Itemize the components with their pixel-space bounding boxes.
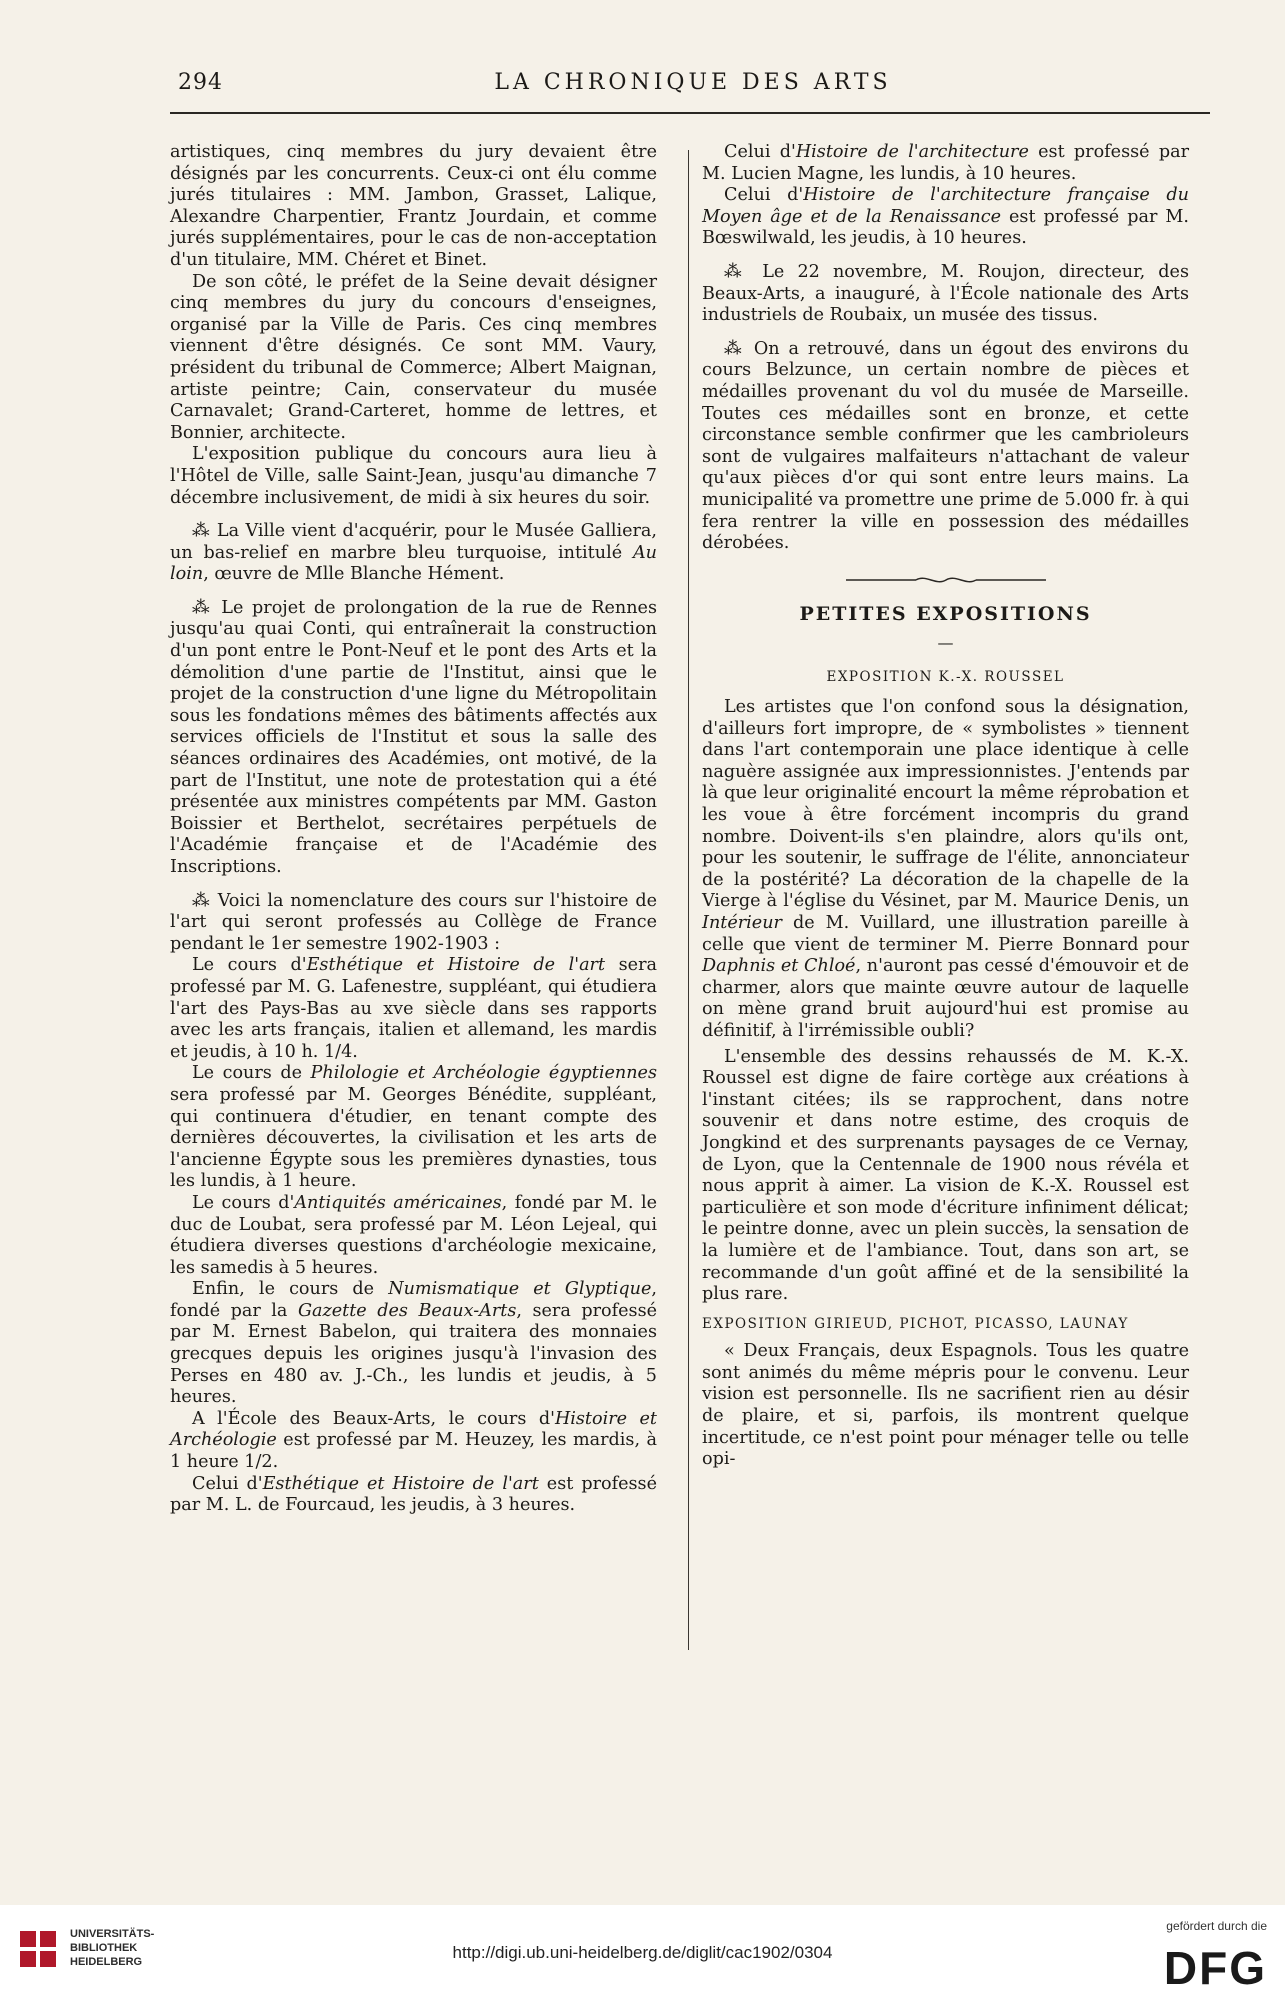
paragraph: ⁂ Voici la nomenclature des cours sur l'histoire de l'art qui seront professés au Collège de France pendant le 1er semestre 1902-1903 : [170,890,657,954]
flourish-icon [846,574,1046,586]
paragraph: ⁂ On a retrouvé, dans un égout des environs du cours Belzunce, un certain nombre de pièces et médailles provenant du vol du musée de Marseille. Toutes ces médailles sont en bronze, et cette circonstance semble confirmer que les cambrioleurs sont de vulgaires malfaiteurs n'attachant de valeur qu'aux pièces d'or qui sont entre leurs mains. La municipalité va promettre une prime de 5.000 fr. à qui fera rentrer la ville en possession des médailles dérobées. [702,338,1189,554]
column-divider [688,150,689,1650]
header-rule [170,112,1210,114]
permalink-url[interactable]: http://digi.ub.uni-heidelberg.de/diglit/cac1902/0304 [452,1943,833,1962]
paragraph: L'exposition publique du concours aura lieu à l'Hôtel de Ville, salle Saint-Jean, jusqu'au dimanche 7 décembre inclusivement, de midi à six heures du soir. [170,444,657,508]
left-column [170,142,657,1517]
ornament-divider [702,571,1189,593]
page-header [178,70,1208,100]
paragraph: Celui d'Histoire de l'architecture française du Moyen âge et de la Renaissance est professé par M. Bœswilwald, les jeudis, à 10 heures. [702,185,1190,249]
page-number: 294 [178,70,223,95]
paragraph: ⁂ Le 22 novembre, M. Roujon, directeur, des Beaux-Arts, a inauguré, à l'École nationale des Arts industriels de Roubaix, un musée des tissus. [702,261,1189,326]
paragraph: Celui d'Esthétique et Histoire de l'art est professé par M. L. de Fourcaud, les jeudis, à 3 heures. [170,1473,657,1516]
paragraph: ⁂ La Ville vient d'acquérir, pour le Musée Galliera, un bas-relief en marbre bleu turquoise, intitulé Au loin, œuvre de Mlle Blanche Hément. [170,521,657,585]
footer-bar [0,1905,1285,2000]
paragraph: Le cours d'Esthétique et Histoire de l'art sera professé par M. G. Lafenestre, suppléant, qui étudiera l'art des Pays-Bas au xve siècle dans ses rapports avec les arts français, italien et allemand, les mardis et jeudis, à 10 h. 1/4. [170,955,657,1062]
dfg-logo: DFG [1163,1942,1267,1994]
right-column [702,142,1189,1471]
paragraph: Les artistes que l'on confond sous la désignation, d'ailleurs fort impropre, de « symbolistes » tiennent dans l'art contemporain une place identique à celle naguère assignée aux impressionnistes. J'entends par là que leur originalité encourt la même réprobation et les voue à être forcément incompris du grand nombre. Doivent-ils s'en plaindre, alors qu'ils ont, pour les soutenir, le suffrage de l'élite, annonciateur de la postérité? La décoration de la chapelle de la Vierge à l'église du Vésinet, par M. Maurice Denis, un Intérieur de M. Vuillard, une illustration pareille à celle que vient de terminer M. Pierre Bonnard pour Daphnis et Chloé, n'auront pas cessé d'émouvoir et de charmer, alors que mainte œuvre autour de laquelle on mène grand bruit aujourd'hui est promise au définitif, à l'irrémissible oubli? [702,697,1189,1041]
paragraph: A l'École des Beaux-Arts, le cours d'Histoire et Archéologie est professé par M. Heuzey, les mardis, à 1 heure 1/2. [170,1408,658,1473]
library-name: UNIVERSITÄTS- BIBLIOTHEK HEIDELBERG [70,1928,155,1968]
paragraph: Le cours d'Antiquités américaines, fondé par M. le duc de Loubat, sera professé par M. Léon Lejeal, qui étudiera diverses questions d'archéologie mexicaine, les samedis à 5 heures. [170,1192,657,1278]
paragraph: Celui d'Histoire de l'architecture est professé par M. Lucien Magne, les lundis, à 10 heures. [702,142,1189,184]
paragraph: « Deux Français, deux Espagnols. Tous les quatre sont animés du même mépris pour le convenu. Leur vision est personnelle. Ils ne sacrifient rien au désir de plaire, et si, parfois, ils montrent quelque incertitude, ce n'est point pour ménager telle ou telle opi- [702,1341,1189,1470]
paragraph: Enfin, le cours de Numismatique et Glyptique, fondé par la Gazette des Beaux-Arts, sera professé par M. Ernest Babelon, qui traitera des monnaies grecques depuis les origines jusqu'à l'invasion des Perses en 480 av. J.-Ch., les lundis et jeudis, à 5 heures. [170,1279,658,1408]
paragraph: artistiques, cinq membres du jury devaient être désignés par les concurrents. Ceux-ci ont élu comme jurés titulaires : MM. Jambon, Grasset, Lalique, Alexandre Charpentier, Frantz Jourdain, et comme jurés supplémentaires, pour le cas de non-acceptation d'un titulaire, MM. Chéret et Binet. [170,142,657,270]
running-title: LA CHRONIQUE DES ARTS [494,70,892,95]
paragraph: De son côté, le préfet de la Seine devait désigner cinq membres du jury du concours d'enseignes, organisé par la Ville de Paris. Ces cinq membres viennent d'être désignés. Ce sont MM. Vaury, président du tribunal de Commerce; Albert Maignan, artiste peintre; Cain, conservateur du musée Carnavalet; Grand-Carteret, homme de lettres, et Bonnier, architecte. [170,271,657,443]
paragraph: L'ensemble des dessins rehaussés de M. K.-X. Roussel est digne de faire cortège aux créations à l'instant citées; ils se rapprochent, dans notre souvenir et dans notre estime, des croquis de Jongkind et des surprenants paysages de ce Vernay, de Lyon, que la Centennale de 1900 nous révéla et nous apprit à aimer. La vision de K.-X. Roussel est particulière et son mode d'écriture infiniment délicat; le peintre donne, avec un plein succès, la sensation de la lumière et de l'ambiance. Tout, dans son art, se recommande d'un goût affiné et de la sensibilité la plus rare. [702,1046,1189,1305]
paragraph: ⁂ Le projet de prolongation de la rue de Rennes jusqu'au quai Conti, qui entraînerait la construction d'un pont entre le Pont-Neuf et le pont des Arts et la démolition d'une partie de l'Institut, ainsi que le projet de la construction d'une ligne du Métropolitain sous les fondations mêmes des bâtiments affectés aux services officiels de l'Institut et sous la salle des séances ordinaires des Académies, ont motivé, de la part de l'Institut, une note de protestation qui a été présentée aux ministres compétents par MM. Gaston Boissier et Berthelot, secrétaires perpétuels de l'Académie française et de l'Académie des Inscriptions. [170,597,657,877]
funded-by-label: gefördert durch die [1166,1919,1267,1933]
subsection-title: EXPOSITION GIRIEUD, PICHOT, PICASSO, LAUNAY [702,1315,1129,1332]
paragraph: Le cours de Philologie et Archéologie égyptiennes sera professé par M. Georges Bénédite, suppléant, qui continuera d'étudier, en tenant compte des dernières découvertes, la civilisation et les arts de l'ancienne Égypte sous les premières dynasties, tous les lundis, à 1 heure. [170,1063,657,1192]
section-title: PETITES EXPOSITIONS [799,603,1092,626]
subsection-title: EXPOSITION K.-X. ROUSSEL [826,669,1065,686]
section-dash: — [937,632,954,652]
